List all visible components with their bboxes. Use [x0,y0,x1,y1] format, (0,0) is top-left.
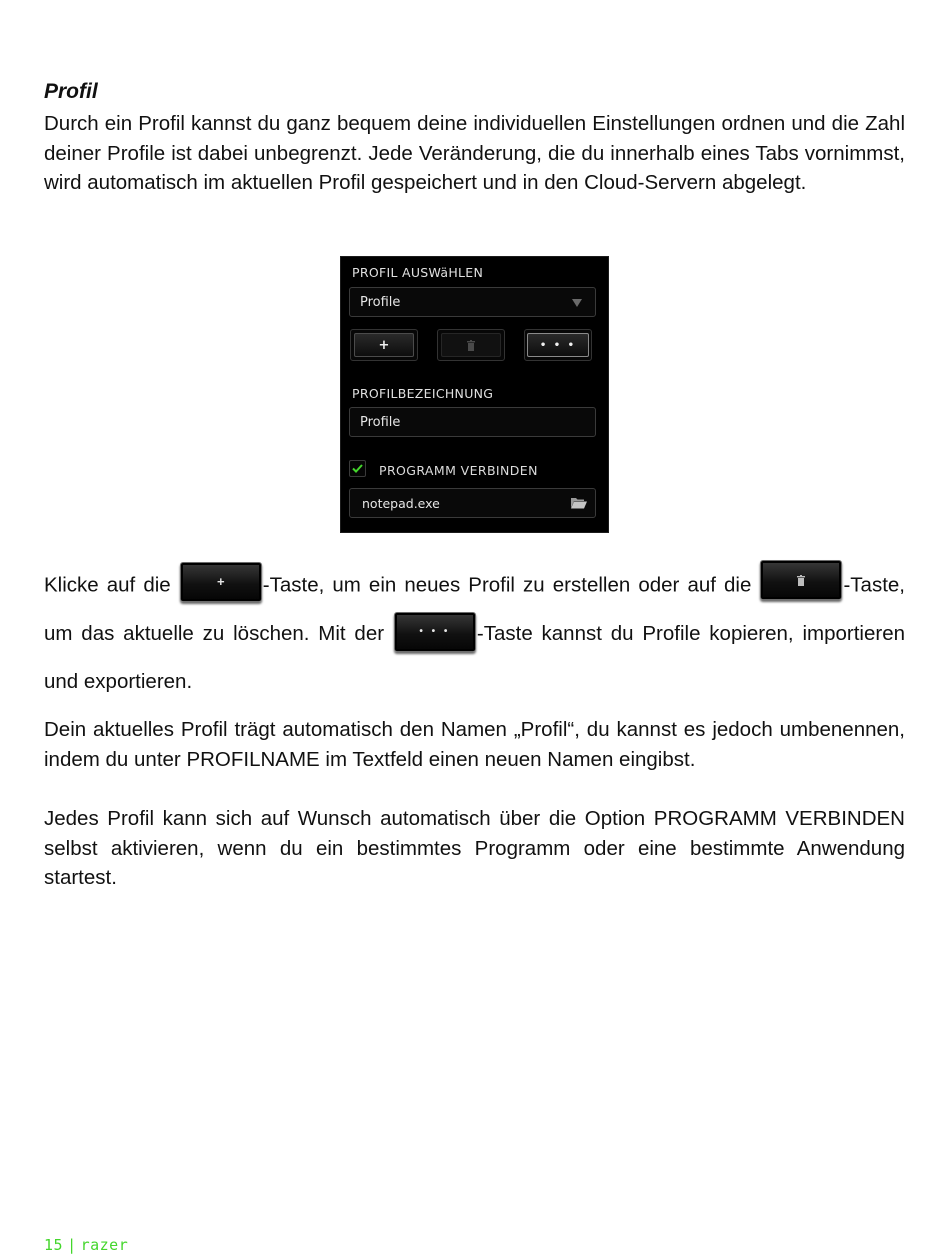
text-segment: -Taste, um das aktuelle zu löschen. Mit der [44,573,905,645]
intro-paragraph: Durch ein Profil kannst du ganz bequem deine individuellen Einstellungen ordnen und die Zahl deiner Profile ist dabei unbegrenzt. Jede Veränderung, die du innerhalb eines Tabs vornimmst, wird automatisch im aktuellen Profil gespeichert und in den Cloud-Servern abgelegt. [44,112,905,194]
delete-profile-button[interactable] [437,329,505,361]
brand-logo: razer [80,1236,129,1254]
section-heading: Profil [44,80,98,103]
profile-dropdown-value: Profile [360,295,401,310]
select-profile-title: PROFIL AUSWäHLEN [352,265,484,280]
button-explanation-paragraph [44,560,905,706]
inline-add-key-label: + [216,573,225,589]
trash-icon [797,575,805,586]
page-footer [44,1236,128,1254]
inline-more-key [394,612,476,652]
profile-name-title: PROFILBEZEICHNUNG [352,386,494,401]
checkmark-icon [352,464,363,473]
folder-open-icon[interactable] [571,497,587,509]
text-segment: -Taste, um ein neues Profil zu erstellen oder auf die [262,573,760,597]
add-profile-button[interactable] [350,329,418,361]
link-program-label: PROGRAMM VERBINDEN [379,463,538,478]
add-profile-label: + [354,333,414,357]
footer-separator: | [67,1236,77,1254]
more-options-label: • • • [527,333,589,357]
profile-panel [340,256,609,533]
program-path-field[interactable] [349,488,596,518]
program-path-value: notepad.exe [362,496,440,511]
link-program-paragraph: Jedes Profil kann sich auf Wunsch automatisch über die Option PROGRAMM VERBINDEN selbst aktivieren, wenn du ein bestimmtes Programm oder eine bestimmte Anwendung startest. [44,807,905,889]
inline-delete-key [760,560,842,600]
inline-more-key-label: • • • [419,625,451,637]
text-segment: Klicke auf die [44,573,179,597]
profile-name-field[interactable]: Profile [349,407,596,437]
dropdown-arrow-icon [572,299,582,307]
rename-paragraph: Dein aktuelles Profil trägt automatisch den Namen „Profil“, du kannst es jedoch umbenennen, indem du unter PROFILNAME im Textfeld einen neuen Namen eingibst. [44,718,905,771]
link-program-checkbox[interactable] [349,460,366,477]
more-options-button[interactable] [524,329,592,361]
page-number: 15 [44,1236,64,1254]
inline-add-key [180,562,262,602]
profile-dropdown[interactable] [349,287,596,317]
trash-icon [467,340,475,351]
text-segment: -Taste kannst du Profile kopieren, importieren und exportieren. [44,621,905,693]
